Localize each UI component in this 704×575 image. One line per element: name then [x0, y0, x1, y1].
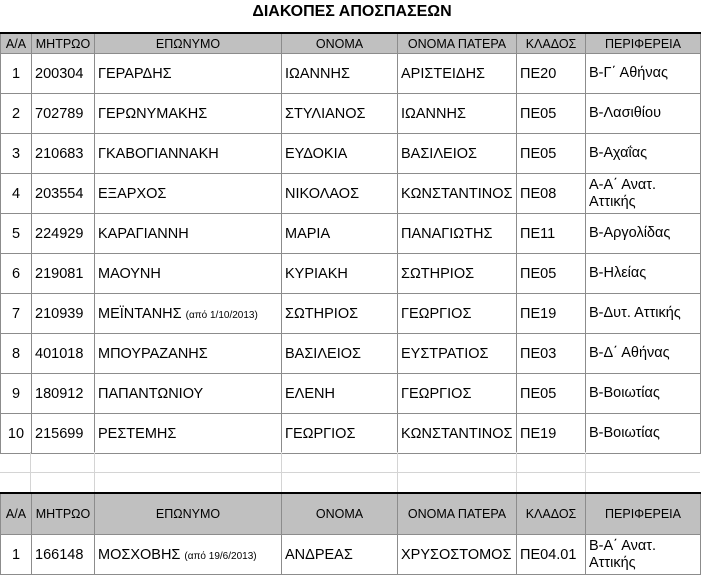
header-row-2 — [1, 493, 701, 535]
cell-aa-text: 5 — [11, 225, 21, 242]
header-perifereia: ΠΕΡΙΦΕΡΕΙΑ — [586, 33, 701, 54]
cell-mitroo-text: 702789 — [35, 105, 84, 122]
table-row — [1, 535, 701, 575]
table-row — [1, 294, 701, 334]
cell-perifereia — [586, 94, 701, 134]
cell-perifereia — [586, 374, 701, 414]
cell-onoma-patera-text: ΣΩΤΗΡΙΟΣ — [401, 265, 475, 282]
cell-eponymo-text: ΜΟΣΧΟΒΗΣ — [98, 546, 181, 563]
cell-klados — [517, 214, 586, 254]
table-row — [1, 334, 701, 374]
cell-klados-text: ΠΕ05 — [520, 265, 557, 282]
cell-eponymo — [95, 214, 282, 254]
cell-mitroo — [32, 54, 95, 94]
cell-eponymo — [95, 294, 282, 334]
cell-aa — [1, 214, 32, 254]
table-row — [1, 134, 701, 174]
table-row — [1, 254, 701, 294]
cell-onoma — [282, 134, 398, 174]
cell-mitroo-text: 200304 — [35, 65, 84, 82]
cell-klados-text: ΠΕ08 — [520, 185, 557, 202]
cell-eponymo-text: ΜΕΪΝΤΑΝΗΣ — [98, 305, 182, 322]
cell-onoma-patera — [398, 334, 517, 374]
cell-eponymo-text: ΡΕΣΤΕΜΗΣ — [98, 425, 177, 442]
cell-aa-text: 1 — [11, 546, 21, 563]
cell-eponymo-text: ΓΕΡΑΡΔΗΣ — [98, 65, 172, 82]
cell-aa — [1, 94, 32, 134]
cell-mitroo-text: 166148 — [35, 546, 84, 563]
header-mitroo: ΜΗΤΡΩΟ — [32, 493, 95, 535]
header-eponymo: ΕΠΩΝΥΜΟ — [95, 493, 282, 535]
cell-klados — [517, 94, 586, 134]
table-row — [1, 54, 701, 94]
header-mitroo: ΜΗΤΡΩΟ — [32, 33, 95, 54]
cell-onoma-patera-text: ΓΕΩΡΓΙΟΣ — [401, 385, 472, 402]
cell-eponymo — [95, 134, 282, 174]
cell-perifereia-text: Β-Δ΄ Αθήνας — [589, 345, 670, 361]
cell-mitroo — [32, 535, 95, 575]
cell-mitroo — [32, 134, 95, 174]
cell-mitroo — [32, 94, 95, 134]
cell-aa — [1, 535, 32, 575]
cell-onoma-patera — [398, 134, 517, 174]
cell-onoma — [282, 254, 398, 294]
cell-eponymo — [95, 414, 282, 454]
cell-mitroo-text: 215699 — [35, 425, 84, 442]
cell-mitroo-text: 219081 — [35, 265, 84, 282]
header-aa: Α/Α — [1, 493, 32, 535]
cell-eponymo — [95, 374, 282, 414]
table-row — [1, 94, 701, 134]
cell-perifereia-text: Β-Αργολίδας — [589, 225, 671, 241]
cell-aa-text: 9 — [11, 385, 21, 402]
cell-klados — [517, 54, 586, 94]
cell-klados — [517, 174, 586, 214]
cell-eponymo-text: ΕΞΑΡΧΟΣ — [98, 185, 167, 202]
cell-klados-text: ΠΕ05 — [520, 105, 557, 122]
cell-perifereia — [586, 174, 701, 214]
cell-onoma-patera-text: ΙΩΑΝΝΗΣ — [401, 105, 466, 122]
cell-onoma-patera — [398, 294, 517, 334]
cell-onoma-patera — [398, 535, 517, 575]
cell-onoma — [282, 54, 398, 94]
cell-aa-text: 8 — [11, 345, 21, 362]
cell-onoma-text: ΙΩΑΝΝΗΣ — [285, 65, 350, 82]
cell-perifereia — [586, 535, 701, 575]
cell-aa — [1, 174, 32, 214]
cell-onoma-text: ΚΥΡΙΑΚΗ — [285, 265, 348, 282]
header-row — [1, 33, 701, 54]
cell-perifereia-text: Β-Λασιθίου — [589, 105, 662, 121]
cell-onoma-text: ΜΑΡΙΑ — [285, 225, 331, 242]
cell-klados-text: ΠΕ20 — [520, 65, 557, 82]
cell-onoma — [282, 535, 398, 575]
cell-aa — [1, 134, 32, 174]
table-row — [1, 374, 701, 414]
cell-mitroo — [32, 254, 95, 294]
table-row — [1, 414, 701, 454]
empty-row-gap — [0, 452, 700, 492]
cell-eponymo-text: ΚΑΡΑΓΙΑΝΝΗ — [98, 225, 189, 242]
cell-perifereia-text: Β-Βοιωτίας — [589, 385, 660, 401]
cell-mitroo-text: 210683 — [35, 145, 84, 162]
cell-onoma-patera — [398, 254, 517, 294]
cell-perifereia — [586, 134, 701, 174]
cell-aa — [1, 374, 32, 414]
cell-eponymo — [95, 535, 282, 575]
cell-onoma-patera-text: ΕΥΣΤΡΑΤΙΟΣ — [401, 345, 489, 362]
cell-klados — [517, 414, 586, 454]
main-table — [0, 32, 701, 454]
cell-perifereia-text: Β-Αχαΐας — [589, 145, 648, 161]
cell-perifereia — [586, 54, 701, 94]
cell-onoma — [282, 94, 398, 134]
header-onoma-patera: ΟΝΟΜΑ ΠΑΤΕΡΑ — [398, 33, 517, 54]
cell-onoma-patera — [398, 174, 517, 214]
cell-onoma — [282, 294, 398, 334]
cell-onoma — [282, 374, 398, 414]
cell-onoma-patera-text: ΚΩΝΣΤΑΝΤΙΝΟΣ — [401, 185, 513, 202]
second-table — [0, 492, 701, 575]
cell-mitroo — [32, 414, 95, 454]
cell-onoma-text: ΣΩΤΗΡΙΟΣ — [285, 305, 359, 322]
cell-klados-text: ΠΕ05 — [520, 385, 557, 402]
table-row — [1, 174, 701, 214]
cell-klados-text: ΠΕ11 — [520, 225, 556, 242]
cell-mitroo — [32, 374, 95, 414]
cell-perifereia — [586, 334, 701, 374]
cell-klados-text: ΠΕ05 — [520, 145, 557, 162]
cell-onoma-text: ΑΝΔΡΕΑΣ — [285, 546, 353, 563]
cell-onoma-patera-text: ΑΡΙΣΤΕΙΔΗΣ — [401, 65, 486, 82]
cell-aa — [1, 294, 32, 334]
cell-perifereia-text: Α-Α΄ Ανατ. Αττικής — [589, 176, 657, 210]
cell-mitroo-text: 180912 — [35, 385, 84, 402]
table-row — [1, 214, 701, 254]
cell-eponymo — [95, 94, 282, 134]
cell-onoma-text: ΒΑΣΙΛΕΙΟΣ — [285, 345, 361, 362]
cell-mitroo-text: 203554 — [35, 185, 84, 202]
cell-perifereia — [586, 294, 701, 334]
cell-perifereia — [586, 254, 701, 294]
header-onoma: ΟΝΟΜΑ — [282, 493, 398, 535]
cell-onoma-patera — [398, 414, 517, 454]
cell-onoma-text: ΕΛΕΝΗ — [285, 385, 335, 402]
cell-onoma — [282, 414, 398, 454]
cell-mitroo-text: 224929 — [35, 225, 84, 242]
cell-klados — [517, 535, 586, 575]
cell-perifereia-text: Β-Δυτ. Αττικής — [589, 305, 681, 321]
cell-aa-text: 2 — [11, 105, 21, 122]
cell-klados — [517, 374, 586, 414]
cell-perifereia — [586, 214, 701, 254]
cell-klados — [517, 294, 586, 334]
cell-aa-text: 10 — [7, 425, 25, 442]
cell-onoma-patera-text: ΚΩΝΣΤΑΝΤΙΝΟΣ — [401, 425, 513, 442]
cell-eponymo-text: ΓΕΡΩΝΥΜΑΚΗΣ — [98, 105, 208, 122]
cell-aa-text: 1 — [11, 65, 21, 82]
cell-mitroo — [32, 294, 95, 334]
cell-onoma-patera-text: ΒΑΣΙΛΕΙΟΣ — [401, 145, 477, 162]
cell-perifereia-text: Β-Γ΄ Αθήνας — [589, 65, 668, 81]
cell-aa — [1, 254, 32, 294]
cell-onoma-patera — [398, 374, 517, 414]
header-onoma: ΟΝΟΜΑ — [282, 33, 398, 54]
cell-mitroo — [32, 334, 95, 374]
cell-eponymo-text: ΠΑΠΑΝΤΩΝΙΟΥ — [98, 385, 204, 402]
cell-klados-text: ΠΕ19 — [520, 305, 557, 322]
cell-perifereia-text: Β-Α΄ Ανατ. Αττικής — [589, 537, 657, 571]
cell-onoma — [282, 334, 398, 374]
cell-mitroo — [32, 174, 95, 214]
cell-klados-text: ΠΕ03 — [520, 345, 557, 362]
cell-onoma-text: ΕΥΔΟΚΙΑ — [285, 145, 348, 162]
date-note: (από 1/10/2013) — [185, 309, 258, 321]
cell-onoma-patera — [398, 54, 517, 94]
header-aa: Α/Α — [1, 33, 32, 54]
cell-onoma-patera-text: ΧΡΥΣΟΣΤΟΜΟΣ — [401, 546, 512, 563]
cell-mitroo-text: 401018 — [35, 345, 84, 362]
cell-aa-text: 7 — [11, 305, 21, 322]
cell-aa-text: 3 — [11, 145, 21, 162]
cell-onoma-patera-text: ΓΕΩΡΓΙΟΣ — [401, 305, 472, 322]
cell-klados-text: ΠΕ04.01 — [520, 546, 577, 563]
cell-onoma-patera — [398, 214, 517, 254]
cell-klados — [517, 334, 586, 374]
cell-perifereia — [586, 414, 701, 454]
cell-onoma-text: ΝΙΚΟΛΑΟΣ — [285, 185, 360, 202]
header-klados: ΚΛΑΔΟΣ — [517, 33, 586, 54]
cell-aa-text: 4 — [11, 185, 21, 202]
header-eponymo: ΕΠΩΝΥΜΟ — [95, 33, 282, 54]
cell-aa — [1, 54, 32, 94]
cell-onoma-text: ΓΕΩΡΓΙΟΣ — [285, 425, 356, 442]
cell-mitroo-text: 210939 — [35, 305, 84, 322]
cell-perifereia-text: Β-Ηλείας — [589, 265, 647, 281]
cell-eponymo — [95, 334, 282, 374]
cell-onoma — [282, 174, 398, 214]
cell-eponymo-text: ΓΚΑΒΟΓΙΑΝΝΑΚΗ — [98, 145, 219, 162]
cell-klados — [517, 134, 586, 174]
header-perifereia: ΠΕΡΙΦΕΡΕΙΑ — [586, 493, 701, 535]
cell-klados-text: ΠΕ19 — [520, 425, 557, 442]
cell-eponymo — [95, 174, 282, 214]
cell-perifereia-text: Β-Βοιωτίας — [589, 425, 660, 441]
cell-onoma-patera — [398, 94, 517, 134]
cell-aa-text: 6 — [11, 265, 21, 282]
cell-klados — [517, 254, 586, 294]
cell-aa — [1, 414, 32, 454]
header-onoma-patera: ΟΝΟΜΑ ΠΑΤΕΡΑ — [398, 493, 517, 535]
cell-eponymo — [95, 54, 282, 94]
cell-eponymo-text: ΜΠΟΥΡΑΖΑΝΗΣ — [98, 345, 208, 362]
cell-eponymo — [95, 254, 282, 294]
cell-onoma — [282, 214, 398, 254]
cell-aa — [1, 334, 32, 374]
cell-mitroo — [32, 214, 95, 254]
date-note: (από 19/6/2013) — [184, 550, 257, 562]
sheet-title: ΔΙΑΚΟΠΕΣ ΑΠΟΣΠΑΣΕΩΝ — [252, 3, 452, 20]
cell-eponymo-text: ΜΑΟΥΝΗ — [98, 265, 161, 282]
header-klados: ΚΛΑΔΟΣ — [517, 493, 586, 535]
cell-onoma-text: ΣΤΥΛΙΑΝΟΣ — [285, 105, 366, 122]
cell-onoma-patera-text: ΠΑΝΑΓΙΩΤΗΣ — [401, 225, 493, 242]
